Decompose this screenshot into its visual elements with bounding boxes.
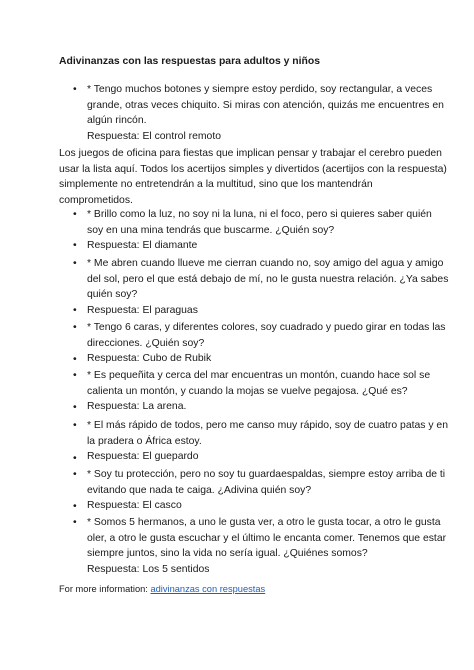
riddle-line: algún rincón.: [87, 115, 147, 126]
riddle-line: * Soy tu protección, pero no soy tu guardaespaldas, siempre estoy arriba de ti: [87, 469, 446, 480]
riddle-answer: Respuesta: Cubo de Rubik: [87, 353, 212, 364]
bullet-marker: •: [73, 370, 77, 381]
riddle-item: [87, 418, 448, 465]
riddle-item: [87, 368, 431, 415]
riddle-answer: Respuesta: El guepardo: [87, 451, 199, 462]
riddle-item: [87, 256, 449, 318]
more-info-link[interactable]: adivinanzas con respuestas: [150, 584, 266, 594]
document-title: Adivinanzas con las respuestas para adultos y niños: [59, 56, 321, 67]
bullet-marker: •: [73, 517, 77, 528]
riddle-line: evitando que nada te caiga. ¿Adivina quién soy?: [87, 484, 312, 496]
bullet-marker: •: [73, 420, 77, 431]
paragraph-line: Los juegos de oficina para fiestas que implican pensar y trabajar el cerebro pueden: [59, 148, 442, 159]
bullet-marker: •: [73, 84, 77, 95]
bullet-marker: •: [73, 240, 77, 251]
paragraph-line: comprometidos.: [59, 194, 133, 206]
riddle-line: grande, otras veces chiquito. Si miras con atención, quizás me encuentres en: [87, 99, 444, 111]
intro-riddle: [87, 82, 444, 144]
bullet-marker: •: [73, 402, 77, 413]
riddle-answer: Respuesta: La arena.: [87, 401, 187, 412]
bullet-marker: •: [73, 354, 77, 365]
riddle-answer: Respuesta: Los 5 sentidos: [87, 563, 210, 575]
riddle-line: soy en una mina tendrás que buscarme. ¿Quién soy?: [87, 224, 335, 236]
riddle-line: * El más rápido de todos, pero me canso muy rápido, soy de cuatro patas y en: [87, 420, 448, 431]
bullet-marker: •: [73, 305, 77, 316]
riddle-line: * Es pequeñita y cerca del mar encuentras un montón, cuando hace sol se: [87, 370, 431, 381]
footer-prefix: For more information:: [59, 584, 151, 594]
riddle-line: quién soy?: [87, 289, 138, 300]
riddle-answer: Respuesta: El casco: [87, 500, 182, 511]
riddle-item: [87, 467, 446, 514]
paragraph-line: usar la lista aquí. Todos los acertijos simples y divertidos (acertijos con la respuesta): [59, 163, 447, 175]
riddle-line: oler, a otro le gusta escuchar y el último le encanta comer. Tenemos que estar: [87, 532, 447, 544]
bullet-marker: •: [73, 501, 77, 512]
riddle-line: * Brillo como la luz, no soy ni la luna, ni el foco, pero si quieres saber quién: [87, 209, 432, 220]
riddle-item: [87, 320, 446, 367]
riddle-line: la pradera o África estoy.: [87, 435, 202, 447]
riddle-line: * Me abren cuando llueve me cierran cuando no, soy amigo del agua y amigo: [87, 258, 444, 269]
paragraph-line: simplemente no entretendrán a la multitud, sino que los mantendrán: [59, 179, 373, 190]
riddle-answer: Respuesta: El control remoto: [87, 130, 221, 142]
riddle-line: direcciones. ¿Quién soy?: [87, 337, 205, 349]
riddle-item: [87, 515, 447, 577]
riddle-answer: Respuesta: El paraguas: [87, 304, 198, 316]
bullet-marker: •: [73, 453, 77, 464]
bullet-marker: •: [73, 469, 77, 480]
riddle-answer: Respuesta: El diamante: [87, 240, 198, 251]
footer: [59, 583, 265, 596]
riddle-line: * Tengo 6 caras, y diferentes colores, soy cuadrado y puedo girar en todas las: [87, 322, 446, 333]
body-paragraph: [59, 146, 447, 208]
riddle-line: * Somos 5 hermanos, a uno le gusta ver, a otro le gusta tocar, a otro le gusta: [87, 517, 441, 528]
bullet-marker: •: [73, 258, 77, 269]
bullet-marker: •: [73, 209, 77, 220]
riddle-item: [87, 207, 432, 254]
riddle-line: calienta un montón, y cuando la mojas se vuelve pegajosa. ¿Qué es?: [87, 385, 408, 397]
riddle-line: * Tengo muchos botones y siempre estoy perdido, soy rectangular, a veces: [87, 84, 433, 95]
bullet-marker: •: [73, 322, 77, 333]
riddle-line: del sol, pero el que está debajo de mí, no le gusta nuestra relación. ¿Ya sabes: [87, 273, 449, 285]
riddle-line: siempre juntos, sino la vida no sería igual. ¿Quiénes somos?: [87, 548, 368, 559]
